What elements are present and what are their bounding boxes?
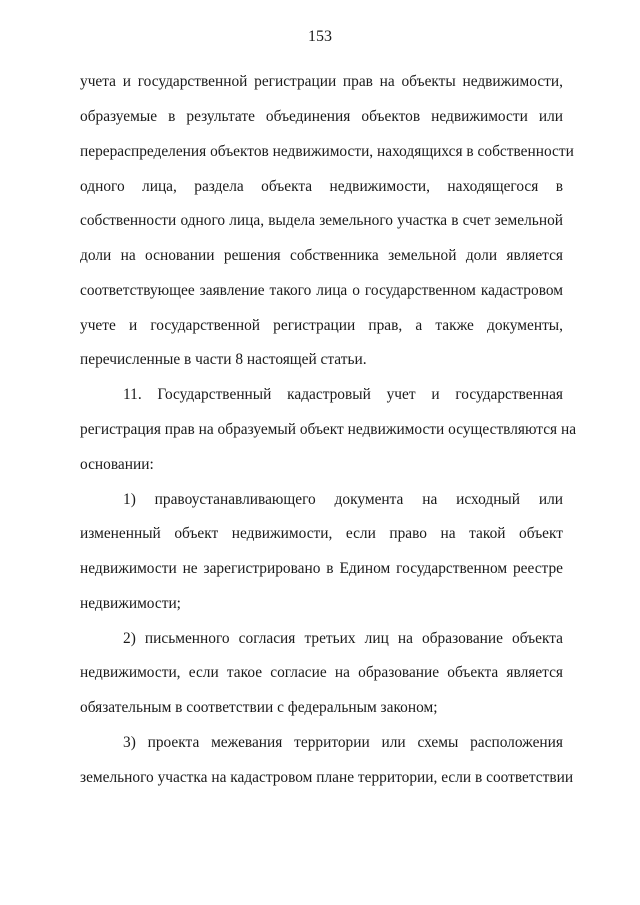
text-line: недвижимости; [80, 595, 181, 612]
text-line: перечисленные в части 8 настоящей статьи. [80, 351, 367, 368]
text-line: учете и государственной регистрации прав, а также документы, [80, 317, 563, 334]
text-line: перераспределения объектов недвижимости, находящихся в собственности [80, 143, 574, 160]
text-line: образуемые в результате объединения объектов недвижимости или [80, 108, 563, 125]
text-line: основании: [80, 456, 154, 473]
list-item-2-first-line: 2) письменного согласия третьих лиц на образование объекта [123, 630, 563, 647]
text-line: недвижимости не зарегистрировано в Едином государственном реестре [80, 560, 563, 577]
text-line: обязательным в соответствии с федеральным законом; [80, 699, 438, 716]
list-item-1-first-line: 1) правоустанавливающего документа на исходный или [123, 491, 563, 508]
paragraph-11-first-line: 11. Государственный кадастровый учет и государственная [123, 386, 563, 403]
text-line: недвижимости, если такое согласие на образование объекта является [80, 664, 563, 681]
text-line: соответствующее заявление такого лица о государственном кадастровом [80, 282, 563, 299]
text-line: собственности одного лица, выдела земельного участка в счет земельной [80, 212, 563, 229]
text-line: доли на основании решения собственника земельной доли является [80, 247, 563, 264]
page-number: 153 [308, 28, 332, 45]
text-line: регистрация прав на образуемый объект недвижимости осуществляются на [80, 421, 577, 438]
text-line: измененный объект недвижимости, если право на такой объект [80, 525, 563, 542]
text-line: земельного участка на кадастровом плане территории, если в соответствии [80, 769, 574, 786]
text-line: одного лица, раздела объекта недвижимости, находящегося в [80, 178, 563, 195]
list-item-3-first-line: 3) проекта межевания территории или схемы расположения [123, 734, 563, 751]
text-line: учета и государственной регистрации прав на объекты недвижимости, [80, 73, 563, 90]
